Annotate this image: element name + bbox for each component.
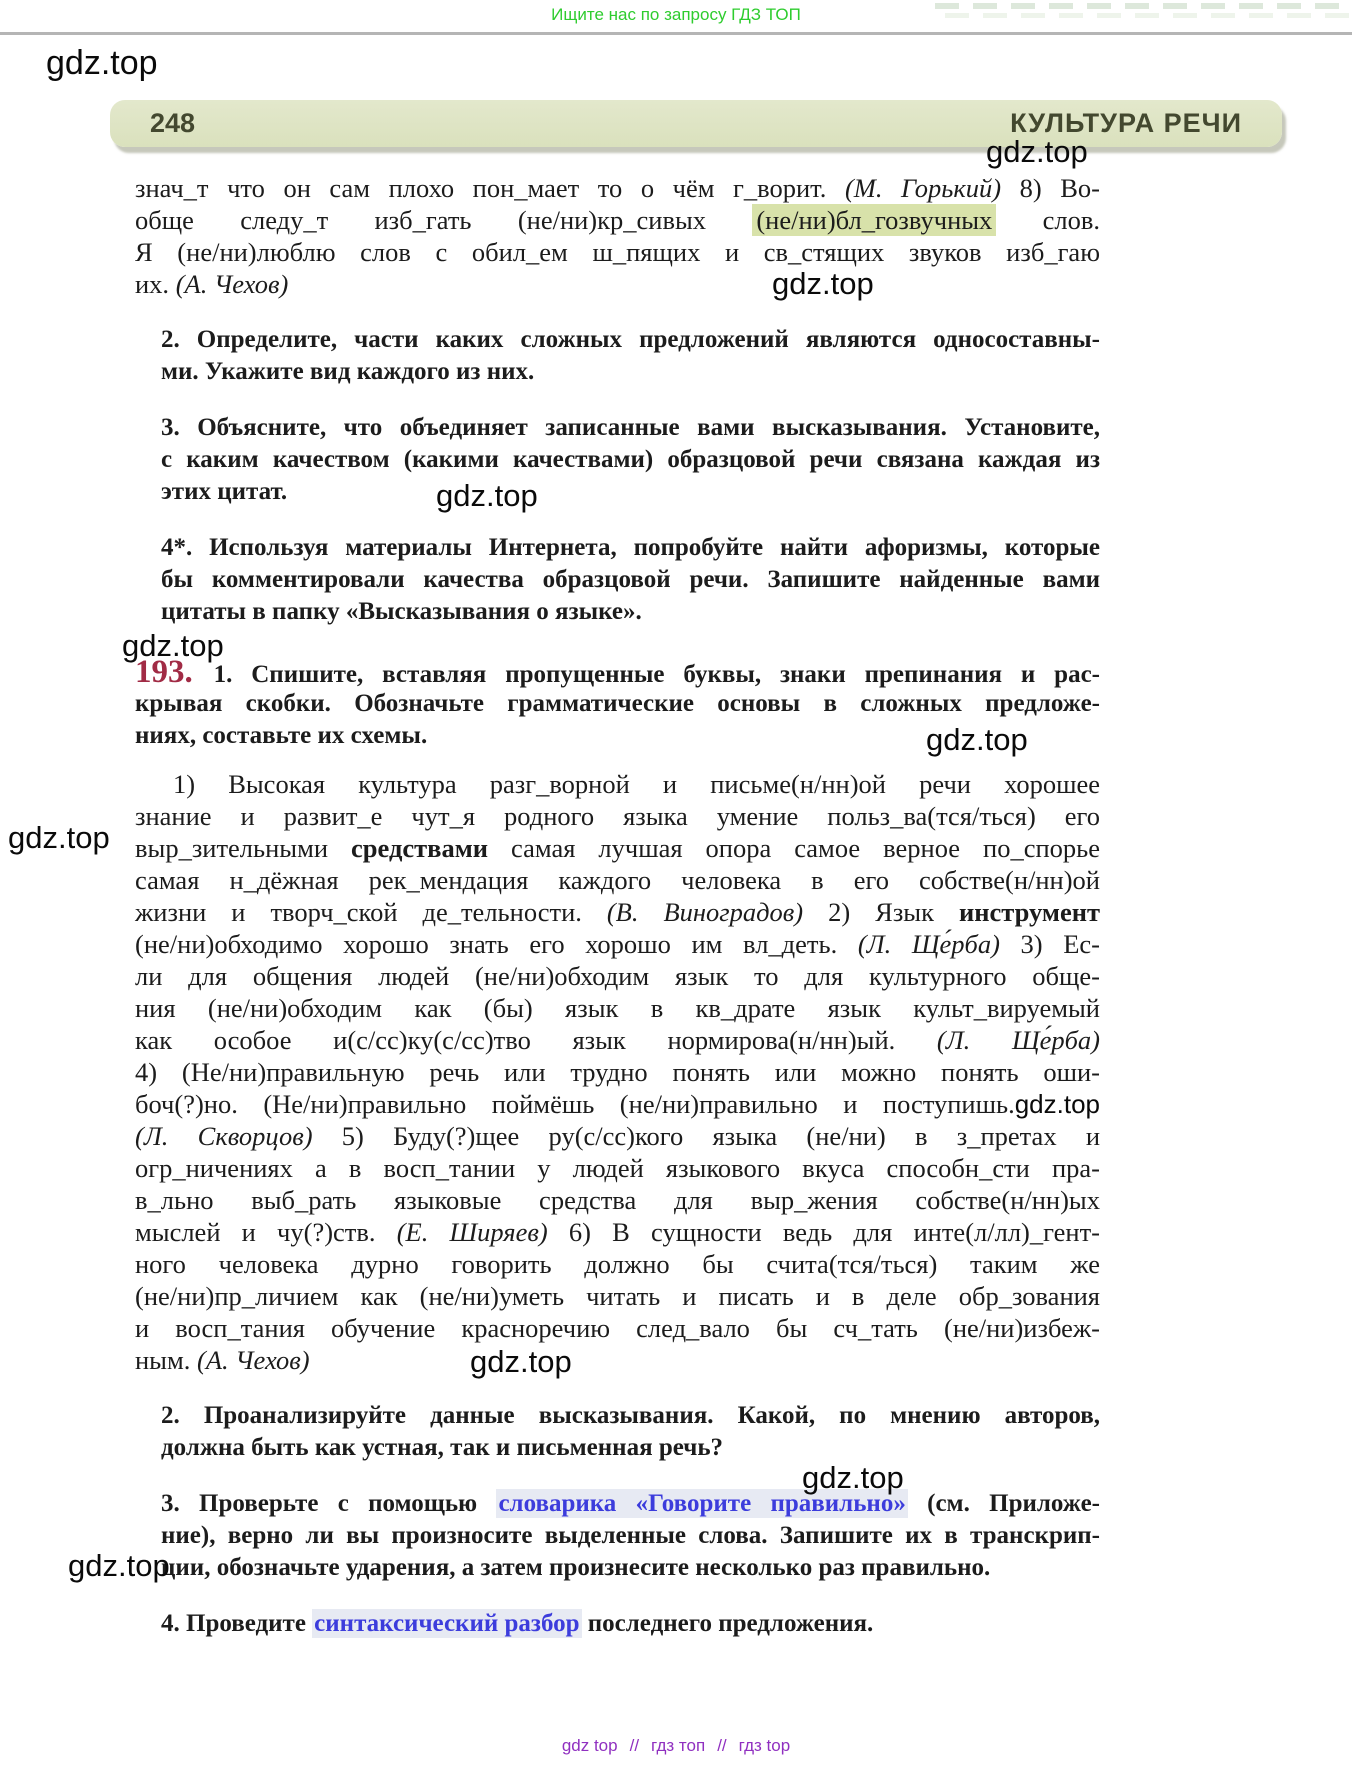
text-line: [161, 1552, 1100, 1584]
text-run: самая лучшая опора самое верное по_спорье: [488, 833, 1100, 863]
author-name: (Л. Ще́рба): [857, 929, 1000, 959]
text-run: 1) Высокая культура разг_ворной и письме(н/нн)ой речи хорошее: [173, 769, 1100, 799]
text-line: [161, 564, 1100, 596]
text-line: [161, 1520, 1100, 1552]
text-run: самая н_дёжная рек_мендация каждого человека в его собстве(н/нн)ой: [135, 865, 1100, 895]
text-line: [135, 864, 1100, 896]
text-line: [135, 896, 1100, 928]
text-line: [161, 476, 1100, 508]
text-line: [161, 1608, 1100, 1640]
watermark-gdz: gdz.top: [802, 1460, 904, 1495]
dictionary-link[interactable]: словарика «Говорите правильно»: [498, 1490, 906, 1517]
text-run: в_льно выб_рать языковые средства для выр_жения собстве(н/нн)ых: [135, 1185, 1100, 1215]
text-line: [135, 800, 1100, 832]
text-run: ния (не/ни)обходим как (бы) язык в кв_драте язык культ_вируемый: [135, 993, 1100, 1023]
text-run: 2. Определите, части каких сложных предложений являются односоставны-: [161, 326, 1100, 353]
author-name: (В. Виноградов): [606, 897, 804, 927]
watermark-gdz: gdz.top: [772, 266, 874, 301]
footer-link[interactable]: gdz top: [561, 1736, 618, 1755]
text-run: 4. Проведите: [161, 1610, 313, 1637]
text-line: [135, 1088, 1100, 1120]
watermark-gdz: gdz.top: [436, 478, 538, 513]
text-run: ции, обозначьте ударения, а затем произнесите несколько раз правильно.: [161, 1554, 991, 1581]
highlighted-answer: (не/ни)бл_гозвучных: [752, 204, 996, 236]
dictionary-link[interactable]: синтаксический разбор: [314, 1610, 580, 1637]
text-run: боч(?)но. (Не/ни)правильно поймёшь (не/ни)правильно и поступишь.: [135, 1089, 1015, 1119]
exercise-number: 193.: [135, 654, 214, 690]
text-line: [135, 656, 1100, 688]
text-line: [161, 1488, 1100, 1520]
text-run: ным.: [135, 1345, 198, 1375]
text-line: [135, 1056, 1100, 1088]
text-line: [161, 324, 1100, 356]
text-run: обще следу_т изб_гать (не/ни)кр_сивых: [135, 205, 753, 235]
text-run: (не/ни)обходимо хорошо знать его хорошо им вл_деть.: [135, 929, 858, 959]
watermark-gdz: gdz.top: [8, 820, 110, 855]
bold-term: ниях, составьте их схемы.: [135, 722, 428, 749]
text-run: должна быть как устная, так и письменная речь?: [161, 1434, 724, 1461]
text-run: цитаты в папку «Высказывания о языке».: [161, 598, 642, 625]
section-title: КУЛЬТУРА РЕЧИ: [1010, 108, 1242, 138]
top-divider: [0, 32, 1352, 35]
text-line: [161, 1400, 1100, 1432]
text-run: последнего предложения.: [581, 1610, 874, 1637]
subtask-item-2: [161, 1400, 1100, 1464]
text-line: [161, 596, 1100, 628]
text-line: [161, 356, 1100, 388]
author-name: (А. Чехов): [197, 1345, 310, 1375]
bold-term: средствами: [351, 833, 489, 863]
text-line: [135, 1216, 1100, 1248]
inline-watermark-gdz: gdz.top: [1014, 1089, 1100, 1119]
watermark-gdz: gdz.top: [122, 628, 224, 663]
text-run: ми. Укажите вид каждого из них.: [161, 358, 535, 385]
text-run: с каким качеством (какими качествами) образцовой речи связана каждая из: [161, 446, 1100, 473]
text-line: [135, 992, 1100, 1024]
text-line: [135, 1344, 1100, 1376]
text-run: бы комментировали качества образцовой речи. Запишите найденные вами: [161, 566, 1100, 593]
page-header-banner: [110, 100, 1282, 147]
text-line: [135, 1120, 1100, 1152]
quote-paragraph-continuation: [135, 172, 1100, 300]
text-line: [135, 1280, 1100, 1312]
footer-link[interactable]: гдз топ: [651, 1736, 706, 1755]
author-name: (Л. Скворцов): [135, 1121, 313, 1151]
text-run: знач_т что он сам плохо пон_мает то о чём г_ворит.: [135, 173, 845, 203]
text-run: 8) Во-: [1001, 173, 1100, 203]
text-run: мыслей и чу(?)ств.: [135, 1217, 397, 1247]
page-number: 248: [150, 108, 196, 138]
text-run: 2. Проанализируйте данные высказывания. Какой, по мнению авторов,: [161, 1402, 1100, 1429]
text-line: [135, 928, 1100, 960]
text-line: [135, 1152, 1100, 1184]
text-run: 3. Объясните, что объединяет записанные вами высказывания. Установите,: [161, 414, 1100, 441]
text-line: [135, 960, 1100, 992]
bold-term: инструмент: [958, 897, 1100, 927]
watermark-gdz: gdz.top: [470, 1344, 572, 1379]
task-item-4: [161, 532, 1100, 628]
text-run: 3) Ес-: [999, 929, 1100, 959]
promo-banner-text: Ищите нас по запросу ГДЗ ТОП: [551, 5, 801, 24]
text-run: знание и развит_е чут_я родного языка умение польз_ва(тся/ться) его: [135, 801, 1100, 831]
author-name: (А. Чехов): [175, 269, 289, 299]
task-item-2: [161, 324, 1100, 388]
text-run: огр_ничениях а в восп_тании у людей языкового вкуса способн_сти пра-: [135, 1153, 1100, 1183]
watermark-gdz: gdz.top: [986, 134, 1088, 169]
footer-link[interactable]: гдз top: [738, 1736, 791, 1755]
text-run: (не/ни)пр_личием как (не/ни)уметь читать и писать и в деле обр_зования: [135, 1281, 1100, 1311]
text-run: ние), верно ли вы произносите выделенные слова. Запишите их в транскрип-: [161, 1522, 1100, 1549]
text-run: этих цитат.: [161, 478, 288, 505]
text-run: Я (не/ни)люблю слов с обил_ем ш_пящих и св_стящих звуков изб_гаю: [135, 237, 1100, 267]
page-text-content: [135, 172, 1100, 1640]
text-run: 4) (Не/ни)правильную речь или трудно понять или можно понять оши-: [135, 1057, 1100, 1087]
text-run: и восп_тания обучение красноречию след_вало бы сч_тать (не/ни)избеж-: [135, 1313, 1100, 1343]
exercise-193-text: [135, 768, 1100, 1376]
text-line: [135, 1248, 1100, 1280]
subtask-item-3: [161, 1488, 1100, 1584]
footer-separator: //: [717, 1736, 727, 1755]
text-line: [135, 1312, 1100, 1344]
bold-term: крывая скобки. Обозначьте грамматические основы в сложных предложе-: [135, 690, 1100, 717]
text-line: [135, 236, 1100, 268]
text-run: как особое и(с/сс)ку(с/сс)тво язык нормирова(н/нн)ый.: [135, 1025, 937, 1055]
text-run: выр_зительными: [135, 833, 352, 863]
author-name: (Л. Ще́рба): [936, 1025, 1100, 1055]
text-line: [161, 532, 1100, 564]
footer-separator: //: [629, 1736, 640, 1755]
author-name: (Е. Ширяев): [396, 1217, 548, 1247]
text-line: [161, 444, 1100, 476]
text-line: [135, 768, 1100, 800]
footer-links: [0, 1736, 1352, 1756]
watermark-gdz: gdz.top: [46, 44, 158, 82]
text-run: ли для общения людей (не/ни)обходим язык то для культурного обще-: [135, 961, 1100, 991]
task-item-3: [161, 412, 1100, 508]
subtask-item-4: [161, 1608, 1100, 1640]
text-line: [135, 832, 1100, 864]
text-line: [135, 204, 1100, 236]
text-run: (см. Приложе-: [907, 1490, 1101, 1517]
text-run: 3. Проверьте с помощью: [161, 1490, 497, 1517]
watermark-gdz: gdz.top: [926, 722, 1028, 757]
text-run: ного человека дурно говорить должно бы счита(тся/ться) таким же: [135, 1249, 1100, 1279]
watermark-gdz: gdz.top: [68, 1548, 170, 1583]
text-line: [135, 688, 1100, 720]
text-line: [135, 1184, 1100, 1216]
dashes-decoration: [935, 3, 1352, 19]
text-run: слов.: [996, 205, 1101, 235]
text-line: [161, 412, 1100, 444]
text-line: [135, 268, 1100, 300]
text-run: жизни и творч_ской де_тельности.: [135, 897, 607, 927]
text-run: 4*. Используя материалы Интернета, попробуйте найти афоризмы, которые: [161, 534, 1100, 561]
text-line: [135, 1024, 1100, 1056]
text-run: 6) В сущности ведь для инте(л/лл)_гент-: [547, 1217, 1100, 1247]
text-run: 5) Буду(?)щее ру(с/сс)кого языка (не/ни) в з_претах и: [312, 1121, 1101, 1151]
text-run: их.: [135, 269, 176, 299]
bold-term: 1. Спишите, вставляя пропущенные буквы, знаки препинания и рас-: [213, 661, 1100, 688]
text-run: 2) Язык: [803, 897, 959, 927]
text-line: [135, 172, 1100, 204]
text-line: [161, 1432, 1100, 1464]
author-name: (М. Горький): [844, 173, 1002, 203]
